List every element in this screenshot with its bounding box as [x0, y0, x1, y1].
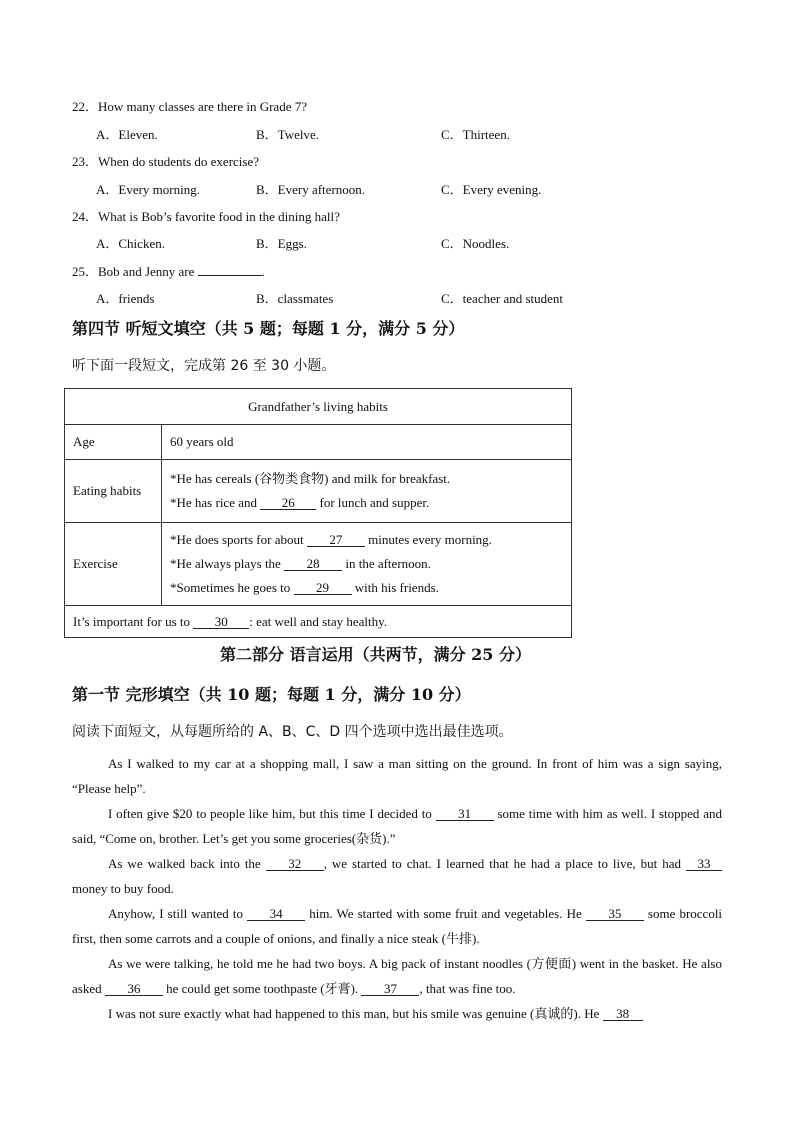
passage-p3-c: money to buy food. — [72, 881, 174, 896]
table-footer-post: : eat well and stay healthy. — [249, 613, 388, 629]
table-exercise-cell — [162, 523, 572, 606]
passage-p6-a: I was not sure exactly what had happened to this man, but his smile was genuine (真诚的). He — [108, 1006, 600, 1021]
table-title: Grandfather’s living habits — [65, 389, 572, 425]
blank-31[interactable]: 31 — [436, 807, 494, 821]
table-eating-line-2-pre: *He has rice and — [170, 495, 257, 510]
passage-p3-b: , we started to chat. I learned that he had a place to live, but had — [323, 856, 682, 871]
passage-paragraph-5 — [72, 951, 722, 1001]
passage-paragraph-4 — [72, 901, 722, 951]
blank-36[interactable]: 36 — [105, 982, 163, 996]
passage-p4-a: Anyhow, I still wanted to — [108, 906, 244, 921]
question-25-option-a[interactable]: A．friends — [96, 291, 155, 306]
passage-p2-b: some time with him as well. I stopped and said, “Come on, brother. Let’s get you some groceries(杂货).” — [72, 806, 723, 846]
question-25-stem — [72, 261, 265, 280]
question-24-option-b[interactable]: B．Eggs. — [256, 236, 307, 251]
passage-p2-a: I often give $20 to people like him, but this time I decided to — [108, 806, 432, 821]
part-2-title: 第二部分 语言运用（共两节，满分 25 分） — [220, 645, 531, 664]
question-25-stem-text: 25．Bob and Jenny are — [72, 264, 195, 279]
blank-28[interactable]: 28 — [284, 557, 342, 571]
table-ex1-pre: *He does sports for about — [170, 532, 304, 547]
passage-p4-b: him. We started with some fruit and vegetables. He — [309, 906, 582, 921]
question-22-stem: 22．How many classes are there in Grade 7? — [72, 99, 307, 114]
table-eating-line-2-post: for lunch and supper. — [319, 495, 430, 510]
table-exercise-line-2 — [170, 552, 563, 576]
cloze-passage — [72, 751, 722, 1026]
question-24-option-a[interactable]: A．Chicken. — [96, 236, 165, 251]
passage-paragraph-6 — [72, 1001, 722, 1026]
table-eating-label: Eating habits — [65, 460, 162, 523]
passage-p5-c: , that was fine too. — [419, 981, 516, 996]
table-ex3-post: with his friends. — [354, 580, 439, 595]
blank-29[interactable]: 29 — [294, 581, 352, 595]
question-23-option-c[interactable]: C．Every evening. — [441, 182, 542, 197]
question-24-stem: 24．What is Bob’s favorite food in the dining hall? — [72, 209, 340, 224]
question-23-stem: 23．When do students do exercise? — [72, 154, 260, 169]
habits-table — [64, 388, 572, 638]
question-25-option-b[interactable]: B．classmates — [256, 291, 334, 306]
question-23-option-b[interactable]: B．Every afternoon. — [256, 182, 366, 197]
table-age-label: Age — [65, 425, 162, 460]
blank-34[interactable]: 34 — [247, 907, 305, 921]
passage-p3-a: As we walked back into the — [108, 856, 261, 871]
blank-37[interactable]: 37 — [361, 982, 419, 996]
part-2-instruction: 阅读下面短文，从每题所给的 A、B、C、D 四个选项中选出最佳选项。 — [72, 724, 513, 740]
blank-27[interactable]: 27 — [307, 533, 365, 547]
question-23-option-a[interactable]: A．Every morning. — [96, 182, 200, 197]
table-ex2-pre: *He always plays the — [170, 556, 281, 571]
question-22-option-b[interactable]: B．Twelve. — [256, 127, 319, 142]
table-eating-cell — [162, 460, 572, 523]
table-ex1-post: minutes every morning. — [368, 532, 492, 547]
table-footer-pre: It’s important for us to — [73, 613, 190, 629]
blank-26[interactable]: 26 — [260, 496, 316, 510]
question-25-option-c[interactable]: C．teacher and student — [441, 291, 564, 306]
question-25-blank[interactable] — [198, 275, 262, 276]
blank-30[interactable]: 30 — [193, 615, 249, 629]
question-22-option-c[interactable]: C．Thirteen. — [441, 127, 510, 142]
section-4-title: 第四节 听短文填空（共 5 题；每题 1 分，满分 5 分） — [72, 319, 465, 338]
passage-paragraph-2 — [72, 801, 722, 851]
table-ex2-post: in the afternoon. — [345, 556, 431, 571]
table-exercise-line-3 — [170, 576, 563, 600]
table-exercise-line-1 — [170, 528, 563, 552]
table-eating-line-2 — [170, 491, 563, 515]
passage-p5-a: As we were talking, he told me he had two boys. A big pack of instant noodles (方便面) went in the basket. He also asked — [72, 956, 722, 996]
blank-35[interactable]: 35 — [586, 907, 644, 921]
table-footer — [65, 606, 572, 638]
section-4-instruction: 听下面一段短文，完成第 26 至 30 小题。 — [72, 358, 336, 374]
blank-32[interactable]: 32 — [266, 857, 324, 871]
table-ex3-pre: *Sometimes he goes to — [170, 580, 291, 595]
table-age-value: 60 years old — [162, 425, 572, 460]
passage-p5-b: he could get some toothpaste (牙膏). — [166, 981, 359, 996]
blank-38[interactable]: 38 — [603, 1007, 643, 1021]
table-exercise-label: Exercise — [65, 523, 162, 606]
question-24-option-c[interactable]: C．Noodles. — [441, 236, 510, 251]
question-25-stem-end: . — [261, 264, 265, 279]
passage-paragraph-1: As I walked to my car at a shopping mall, I saw a man sitting on the ground. In front of him was a sign saying, “Please help”. — [72, 756, 722, 796]
table-eating-line-1: *He has cereals (谷物类食物) and milk for breakfast. — [170, 471, 451, 486]
part-2-section-1-title: 第一节 完形填空（共 10 题；每题 1 分，满分 10 分） — [72, 685, 471, 704]
passage-p4-c: some broccoli first, then some carrots and a couple of onions, and finally a nice steak (牛排). — [72, 906, 723, 946]
blank-33[interactable]: 33 — [686, 857, 722, 871]
question-22-option-a[interactable]: A．Eleven. — [96, 127, 158, 142]
passage-paragraph-3 — [72, 851, 722, 901]
